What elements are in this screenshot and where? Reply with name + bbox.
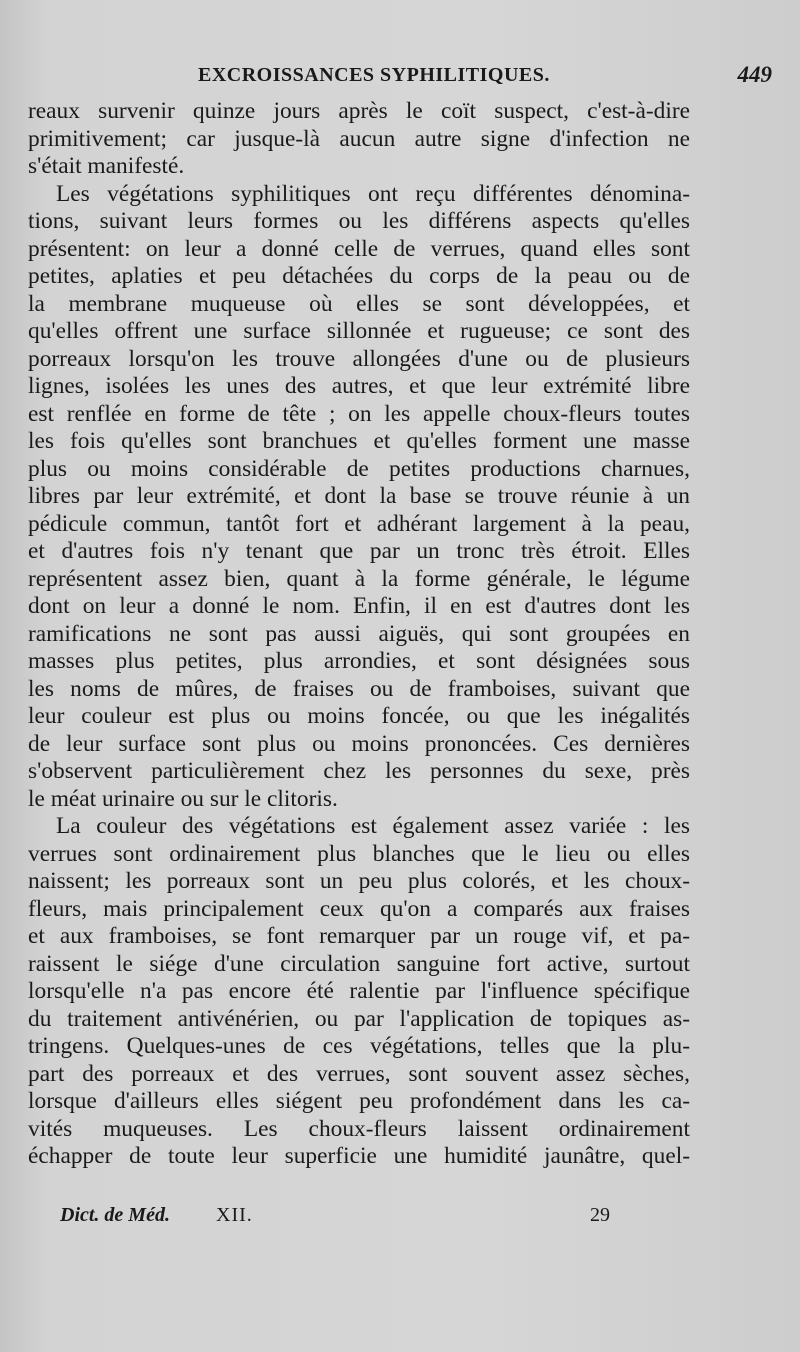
text-line: échapper de toute leur superficie une humidité jaunâtre, quel- — [28, 1143, 690, 1169]
text-line: petites, aplaties et peu détachées du corps de la peau ou de — [28, 263, 690, 289]
text-line: verrues sont ordinairement plus blanches que le lieu ou elles — [28, 840, 690, 867]
text-line: plus ou moins considérable de petites productions charnues, — [28, 455, 690, 482]
volume-mark: XII. — [216, 1204, 253, 1226]
text-line: porreaux lorsqu'on les trouve allongées d'une ou de plusieurs — [28, 345, 690, 372]
text-line: lorsque d'ailleurs elles siégent peu profondément dans les ca- — [28, 1088, 690, 1114]
text-line: Les végétations syphilitiques ont reçu différentes dénomina- — [56, 180, 690, 207]
text-line: s'observent particulièrement chez les personnes du sexe, près — [28, 758, 690, 784]
text-line: et aux framboises, se font remarquer par un rouge vif, et pa- — [28, 923, 690, 949]
text-line: lorsqu'elle n'a pas encore été ralentie par l'influence spécifique — [28, 978, 690, 1004]
text-line: ramifications ne sont pas aussi aiguës, qui sont groupées en — [28, 620, 690, 647]
text-line: représentent assez bien, quant à la forme générale, le légume — [28, 565, 690, 592]
text-line: masses plus petites, plus arrondies, et sont désignées sous — [28, 648, 690, 674]
text-line: la membrane muqueuse où elles se sont développées, et — [28, 290, 690, 317]
text-line: leur couleur est plus ou moins foncée, ou que les inégalités — [28, 703, 690, 729]
text-line: les noms de mûres, de fraises ou de framboises, suivant que — [28, 675, 690, 702]
text-line: les fois qu'elles sont branchues et qu'elles forment une masse — [28, 428, 690, 454]
text-line: de leur surface sont plus ou moins prononcées. Ces dernières — [28, 730, 690, 757]
text-line: La couleur des végétations est également assez variée : les — [56, 813, 690, 839]
text-line: du traitement antivénérien, ou par l'application de topiques as- — [28, 1005, 690, 1032]
body-text — [28, 98, 690, 1171]
running-head: EXCROISSANCES SYPHILITIQUES. — [198, 64, 550, 86]
text-line: naissent; les porreaux sont un peu plus colorés, et les choux- — [28, 868, 690, 894]
text-line: vités muqueuses. Les choux-fleurs laissent ordinairement — [28, 1115, 690, 1142]
text-line: qu'elles offrent une surface sillonnée et rugueuse; ce sont des — [28, 318, 690, 344]
text-line: dont on leur a donné le nom. Enfin, il en est d'autres dont les — [28, 593, 690, 619]
text-line: pédicule commun, tantôt fort et adhérant largement à la peau, — [28, 510, 690, 537]
text-line: présentent: on leur a donné celle de verrues, quand elles sont — [28, 235, 690, 262]
text-line: lignes, isolées les unes des autres, et que leur extrémité libre — [28, 373, 690, 399]
text-line: part des porreaux et des verrues, sont souvent assez sèches, — [28, 1060, 690, 1087]
text-line: et d'autres fois n'y tenant que par un tronc très étroit. Elles — [28, 538, 690, 564]
page-number: 449 — [737, 62, 772, 87]
text-line: tions, suivant leurs formes ou les différens aspects qu'elles — [28, 208, 690, 234]
text-line: libres par leur extrémité, et dont la base se trouve réunie à un — [28, 483, 690, 509]
signature-mark: Dict. de Méd. — [60, 1204, 170, 1226]
text-line: le méat urinaire ou sur le clitoris. — [28, 785, 338, 812]
text-line: primitivement; car jusque-là aucun autre signe d'infection ne — [28, 125, 690, 152]
text-line: s'était manifesté. — [28, 153, 185, 179]
text-line: fleurs, mais principalement ceux qu'on a comparés aux fraises — [28, 895, 690, 922]
text-line: reaux survenir quinze jours après le coït suspect, c'est-à-dire — [28, 98, 690, 124]
text-line: raissent le siége d'une circulation sanguine fort active, surtout — [28, 950, 690, 977]
page-header — [30, 62, 772, 96]
sheet-number: 29 — [590, 1204, 610, 1226]
text-line: tringens. Quelques-unes de ces végétations, telles que la plu- — [28, 1033, 690, 1059]
text-line: est renflée en forme de tête ; on les appelle choux-fleurs toutes — [28, 400, 690, 427]
page-footer — [60, 1204, 660, 1234]
